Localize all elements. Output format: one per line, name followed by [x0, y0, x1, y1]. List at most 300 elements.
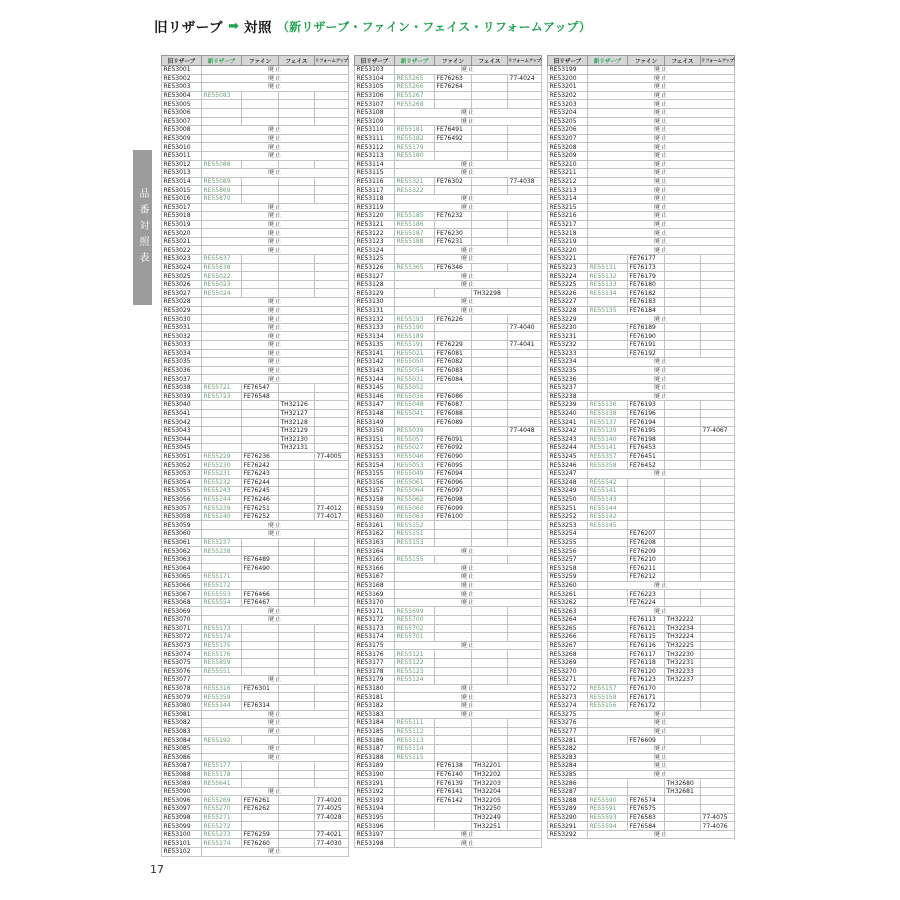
cell-reform-number	[315, 564, 349, 573]
cell-face-number: TH32222	[665, 616, 701, 625]
cell-reform-number: 77-4021	[315, 830, 349, 839]
cell-new-number: RE55124	[395, 676, 435, 685]
table-row	[162, 744, 349, 753]
cell-old-number: RE53200	[548, 74, 588, 83]
cell-old-number: RE53193	[355, 796, 395, 805]
cell-new-number: RE55185	[395, 212, 435, 221]
cell-face-number	[279, 160, 315, 169]
cell-reform-number	[701, 495, 735, 504]
cell-face-number	[665, 538, 701, 547]
cell-old-number: RE53177	[355, 658, 395, 667]
cell-old-number: RE53108	[355, 108, 395, 117]
cell-discontinued: 廃止	[202, 134, 349, 143]
cell-old-number: RE53003	[162, 83, 202, 92]
cell-new-number	[588, 349, 628, 358]
cell-old-number: RE53220	[548, 246, 588, 255]
cell-new-number: RE55122	[395, 658, 435, 667]
cell-old-number: RE53192	[355, 787, 395, 796]
table-row	[548, 650, 735, 659]
cell-fine-number	[628, 521, 665, 530]
cell-face-number	[665, 341, 701, 350]
cell-fine-number	[435, 426, 472, 435]
cell-new-number: RE55054	[395, 366, 435, 375]
cell-discontinued: 廃止	[588, 366, 735, 375]
cell-face-number: TH32249	[472, 813, 508, 822]
cell-old-number: RE53276	[548, 719, 588, 728]
cell-old-number: RE53109	[355, 117, 395, 126]
table-row	[548, 719, 735, 728]
cell-reform-number	[701, 341, 735, 350]
cell-discontinued: 廃止	[395, 598, 542, 607]
table-row	[355, 349, 542, 358]
cell-old-number: RE53151	[355, 435, 395, 444]
cell-old-number: RE53051	[162, 452, 202, 461]
cell-face-number: TH32250	[472, 805, 508, 814]
cell-fine-number: FE76224	[628, 598, 665, 607]
table-row	[162, 280, 349, 289]
cell-old-number: RE53121	[355, 220, 395, 229]
table-row	[548, 598, 735, 607]
cell-face-number	[472, 469, 508, 478]
cell-reform-number	[315, 641, 349, 650]
table-row	[355, 246, 542, 255]
cell-fine-number	[242, 779, 279, 788]
column-header: 新リザーブ	[202, 56, 242, 66]
cell-discontinued: 廃止	[202, 212, 349, 221]
cell-discontinued: 廃止	[202, 315, 349, 324]
cell-old-number: RE53024	[162, 263, 202, 272]
table-row	[355, 805, 542, 814]
cell-reform-number	[508, 530, 542, 539]
cell-face-number	[279, 512, 315, 521]
cell-fine-number	[435, 323, 472, 332]
cell-reform-number	[701, 435, 735, 444]
cell-reform-number	[701, 409, 735, 418]
cell-reform-number	[508, 469, 542, 478]
cell-discontinued: 廃止	[588, 177, 735, 186]
cell-new-number: RE55189	[395, 332, 435, 341]
cell-fine-number: FE76177	[628, 255, 665, 264]
cell-fine-number: FE76243	[242, 469, 279, 478]
cell-face-number: TH32680	[665, 779, 701, 788]
cell-reform-number	[508, 332, 542, 341]
cell-old-number: RE53107	[355, 100, 395, 109]
cell-old-number: RE53154	[355, 461, 395, 470]
cell-fine-number	[242, 426, 279, 435]
cell-old-number: RE53041	[162, 409, 202, 418]
cell-new-number: RE55176	[202, 650, 242, 659]
cell-old-number: RE53008	[162, 126, 202, 135]
cell-old-number: RE53215	[548, 203, 588, 212]
header-row	[548, 56, 735, 66]
cell-old-number: RE53245	[548, 452, 588, 461]
cell-reform-number	[315, 160, 349, 169]
table-row	[355, 83, 542, 92]
cell-new-number: RE55316	[202, 684, 242, 693]
cell-face-number	[279, 392, 315, 401]
cell-old-number: RE53077	[162, 676, 202, 685]
table-row	[548, 478, 735, 487]
cell-face-number	[665, 693, 701, 702]
table-row	[355, 126, 542, 135]
cell-reform-number	[315, 409, 349, 418]
cell-new-number: RE55859	[202, 658, 242, 667]
cell-new-number: RE55321	[395, 177, 435, 186]
cell-discontinued: 廃止	[202, 530, 349, 539]
cell-reform-number	[701, 444, 735, 453]
cell-face-number	[472, 263, 508, 272]
cell-face-number: TH32131	[279, 444, 315, 453]
cell-discontinued: 廃止	[202, 220, 349, 229]
cell-new-number: RE55144	[588, 504, 628, 513]
cell-reform-number	[701, 298, 735, 307]
cell-old-number: RE53086	[162, 753, 202, 762]
table-row	[548, 349, 735, 358]
cell-old-number: RE53117	[355, 186, 395, 195]
cell-new-number: RE55181	[395, 126, 435, 135]
table-row	[548, 676, 735, 685]
cell-reform-number	[701, 504, 735, 513]
cell-old-number: RE53096	[162, 796, 202, 805]
cell-old-number: RE53087	[162, 762, 202, 771]
cell-reform-number	[701, 538, 735, 547]
cell-fine-number: FE76259	[242, 830, 279, 839]
cell-old-number: RE53292	[548, 830, 588, 839]
cell-new-number	[588, 616, 628, 625]
cell-fine-number	[242, 108, 279, 117]
comparison-table-3	[547, 55, 735, 839]
cell-discontinued: 廃止	[588, 66, 735, 75]
cell-old-number: RE53290	[548, 813, 588, 822]
cell-reform-number	[508, 289, 542, 298]
cell-discontinued: 廃止	[202, 607, 349, 616]
cell-fine-number: FE76548	[242, 392, 279, 401]
cell-reform-number	[315, 186, 349, 195]
cell-old-number: RE53056	[162, 495, 202, 504]
cell-face-number	[279, 504, 315, 513]
cell-new-number	[202, 401, 242, 410]
cell-face-number	[472, 667, 508, 676]
cell-discontinued: 廃止	[588, 607, 735, 616]
cell-old-number: RE53181	[355, 693, 395, 702]
table-row	[355, 272, 542, 281]
cell-face-number	[472, 658, 508, 667]
table-row	[548, 813, 735, 822]
cell-old-number: RE53249	[548, 487, 588, 496]
cell-reform-number	[315, 547, 349, 556]
cell-reform-number	[508, 409, 542, 418]
cell-new-number: RE55243	[202, 487, 242, 496]
cell-discontinued: 廃止	[588, 710, 735, 719]
cell-old-number: RE53261	[548, 590, 588, 599]
table-row	[548, 469, 735, 478]
cell-fine-number	[242, 263, 279, 272]
cell-reform-number	[315, 194, 349, 203]
cell-face-number	[279, 667, 315, 676]
cell-old-number: RE53175	[355, 641, 395, 650]
column-header: ファイン	[242, 56, 279, 66]
table-row	[548, 66, 735, 75]
cell-face-number: TH32130	[279, 435, 315, 444]
cell-reform-number	[508, 805, 542, 814]
cell-new-number: RE55266	[395, 83, 435, 92]
table-row	[355, 280, 542, 289]
cell-reform-number: 77-4041	[508, 341, 542, 350]
cell-reform-number: 77-4005	[315, 452, 349, 461]
cell-old-number: RE53141	[355, 349, 395, 358]
cell-face-number	[665, 255, 701, 264]
cell-reform-number	[701, 521, 735, 530]
cell-fine-number: FE76584	[628, 822, 665, 831]
cell-new-number: RE55031	[395, 375, 435, 384]
table-row	[162, 624, 349, 633]
cell-old-number: RE53083	[162, 727, 202, 736]
cell-old-number: RE53204	[548, 108, 588, 117]
cell-new-number: RE55365	[395, 263, 435, 272]
cell-fine-number: FE76196	[628, 409, 665, 418]
cell-fine-number: FE76090	[435, 452, 472, 461]
cell-face-number	[472, 358, 508, 367]
table-row	[355, 186, 542, 195]
cell-new-number: RE55869	[202, 186, 242, 195]
cell-new-number: RE55039	[395, 426, 435, 435]
cell-discontinued: 廃止	[202, 341, 349, 350]
cell-new-number: RE55230	[202, 461, 242, 470]
cell-old-number: RE53124	[355, 246, 395, 255]
cell-fine-number	[242, 633, 279, 642]
title-old-reserve-label: 旧リザーブ	[154, 20, 224, 36]
cell-reform-number	[315, 263, 349, 272]
table-row	[548, 727, 735, 736]
table-row	[162, 710, 349, 719]
cell-new-number: RE55265	[395, 74, 435, 83]
cell-discontinued: 廃止	[395, 298, 542, 307]
cell-reform-number	[315, 435, 349, 444]
table-row	[355, 461, 542, 470]
cell-fine-number: FE76609	[628, 736, 665, 745]
cell-reform-number	[701, 684, 735, 693]
cell-face-number	[472, 237, 508, 246]
cell-new-number	[588, 530, 628, 539]
cell-new-number	[395, 813, 435, 822]
cell-old-number: RE53059	[162, 521, 202, 530]
cell-face-number	[665, 298, 701, 307]
cell-discontinued: 廃止	[202, 710, 349, 719]
cell-fine-number	[628, 495, 665, 504]
cell-reform-number	[508, 512, 542, 521]
cell-fine-number: FE76140	[435, 770, 472, 779]
cell-face-number	[279, 693, 315, 702]
table-row	[355, 495, 542, 504]
cell-face-number	[279, 487, 315, 496]
cell-fine-number	[628, 487, 665, 496]
cell-old-number: RE53127	[355, 272, 395, 281]
cell-face-number: TH32233	[665, 667, 701, 676]
cell-fine-number: FE76211	[628, 564, 665, 573]
cell-reform-number	[315, 444, 349, 453]
cell-reform-number	[701, 289, 735, 298]
cell-discontinued: 廃止	[395, 693, 542, 702]
cell-old-number: RE53228	[548, 306, 588, 315]
cell-discontinued: 廃止	[202, 366, 349, 375]
cell-discontinued: 廃止	[588, 358, 735, 367]
cell-fine-number: FE76121	[628, 624, 665, 633]
table-row	[548, 736, 735, 745]
column-header: フェイス	[279, 56, 315, 66]
cell-old-number: RE53028	[162, 298, 202, 307]
table-row	[548, 693, 735, 702]
table-row	[548, 272, 735, 281]
cell-old-number: RE53263	[548, 607, 588, 616]
cell-old-number: RE53214	[548, 194, 588, 203]
table-row	[548, 289, 735, 298]
cell-new-number: RE55063	[395, 512, 435, 521]
cell-new-number: RE55174	[202, 633, 242, 642]
cell-old-number: RE53234	[548, 358, 588, 367]
cell-reform-number	[315, 762, 349, 771]
cell-fine-number: FE76094	[435, 469, 472, 478]
cell-fine-number: FE76263	[435, 74, 472, 83]
table-row	[355, 108, 542, 117]
cell-old-number: RE53089	[162, 779, 202, 788]
cell-reform-number	[701, 272, 735, 281]
cell-face-number	[665, 495, 701, 504]
cell-new-number	[395, 770, 435, 779]
cell-old-number: RE53045	[162, 444, 202, 453]
table-row	[162, 521, 349, 530]
cell-discontinued: 廃止	[395, 564, 542, 573]
cell-fine-number: FE76229	[435, 341, 472, 350]
cell-old-number: RE53040	[162, 401, 202, 410]
cell-discontinued: 廃止	[202, 151, 349, 160]
cell-old-number: RE53287	[548, 787, 588, 796]
table-row	[162, 478, 349, 487]
cell-fine-number: FE76452	[628, 461, 665, 470]
table-row	[548, 779, 735, 788]
cell-fine-number	[435, 616, 472, 625]
cell-fine-number	[242, 401, 279, 410]
table-row	[355, 212, 542, 221]
cell-fine-number	[435, 91, 472, 100]
cell-old-number: RE53247	[548, 469, 588, 478]
cell-face-number	[665, 306, 701, 315]
cell-face-number: TH32251	[472, 822, 508, 831]
cell-discontinued: 廃止	[588, 727, 735, 736]
cell-face-number	[665, 564, 701, 573]
cell-new-number	[588, 658, 628, 667]
table-row	[355, 315, 542, 324]
table-row	[162, 418, 349, 427]
table-row	[355, 444, 542, 453]
cell-new-number: RE55060	[395, 504, 435, 513]
cell-discontinued: 廃止	[395, 839, 542, 848]
cell-old-number: RE53018	[162, 212, 202, 221]
cell-discontinued: 廃止	[588, 383, 735, 392]
cell-old-number: RE53065	[162, 573, 202, 582]
table-row	[355, 590, 542, 599]
cell-old-number: RE53230	[548, 323, 588, 332]
cell-fine-number	[242, 650, 279, 659]
cell-discontinued: 廃止	[588, 169, 735, 178]
table-row	[355, 143, 542, 152]
cell-fine-number	[242, 160, 279, 169]
cell-discontinued: 廃止	[395, 547, 542, 556]
table-row	[355, 426, 542, 435]
cell-new-number	[588, 667, 628, 676]
cell-fine-number	[435, 289, 472, 298]
cell-old-number: RE53129	[355, 289, 395, 298]
table-row	[162, 487, 349, 496]
cell-old-number: RE53167	[355, 573, 395, 582]
table-row	[162, 117, 349, 126]
cell-face-number	[665, 487, 701, 496]
table-row	[355, 650, 542, 659]
cell-old-number: RE53155	[355, 469, 395, 478]
cell-fine-number	[242, 409, 279, 418]
cell-face-number	[279, 555, 315, 564]
cell-discontinued: 廃止	[588, 719, 735, 728]
cell-reform-number	[701, 401, 735, 410]
cell-fine-number: FE76092	[435, 444, 472, 453]
title-new-series-label: （新リザーブ・ファイン・フェイス・リフォームアップ）	[276, 19, 592, 34]
cell-new-number: RE55239	[202, 504, 242, 513]
cell-old-number: RE53081	[162, 710, 202, 719]
cell-old-number: RE53146	[355, 392, 395, 401]
cell-reform-number	[701, 573, 735, 582]
cell-old-number: RE53029	[162, 306, 202, 315]
cell-reform-number	[701, 478, 735, 487]
cell-fine-number	[242, 280, 279, 289]
cell-reform-number	[315, 650, 349, 659]
cell-reform-number	[315, 100, 349, 109]
table-row	[355, 160, 542, 169]
table-row	[162, 108, 349, 117]
cell-new-number: RE55193	[395, 315, 435, 324]
cell-new-number: RE55590	[588, 796, 628, 805]
cell-fine-number	[242, 538, 279, 547]
table-row	[355, 521, 542, 530]
cell-face-number	[665, 349, 701, 358]
cell-reform-number	[508, 401, 542, 410]
cell-old-number: RE53164	[355, 547, 395, 556]
table-row	[355, 624, 542, 633]
cell-reform-number	[508, 126, 542, 135]
cell-reform-number	[508, 504, 542, 513]
table-row	[355, 547, 542, 556]
cell-fine-number	[242, 822, 279, 831]
cell-new-number: RE55138	[588, 409, 628, 418]
cell-face-number	[279, 177, 315, 186]
cell-old-number: RE53004	[162, 91, 202, 100]
cell-face-number	[472, 555, 508, 564]
cell-old-number: RE53068	[162, 598, 202, 607]
cell-fine-number: FE76467	[242, 598, 279, 607]
cell-face-number: TH32128	[279, 418, 315, 427]
cell-new-number: RE55268	[395, 100, 435, 109]
table-row	[355, 255, 542, 264]
table-row	[548, 830, 735, 839]
cell-new-number: RE55049	[395, 469, 435, 478]
cell-old-number: RE53259	[548, 573, 588, 582]
cell-face-number	[665, 478, 701, 487]
cell-reform-number	[315, 280, 349, 289]
cell-new-number: RE55113	[395, 736, 435, 745]
cell-fine-number	[628, 779, 665, 788]
cell-fine-number: FE76117	[628, 650, 665, 659]
cell-fine-number: FE76490	[242, 564, 279, 573]
cell-discontinued: 廃止	[588, 126, 735, 135]
table-row	[162, 848, 349, 857]
